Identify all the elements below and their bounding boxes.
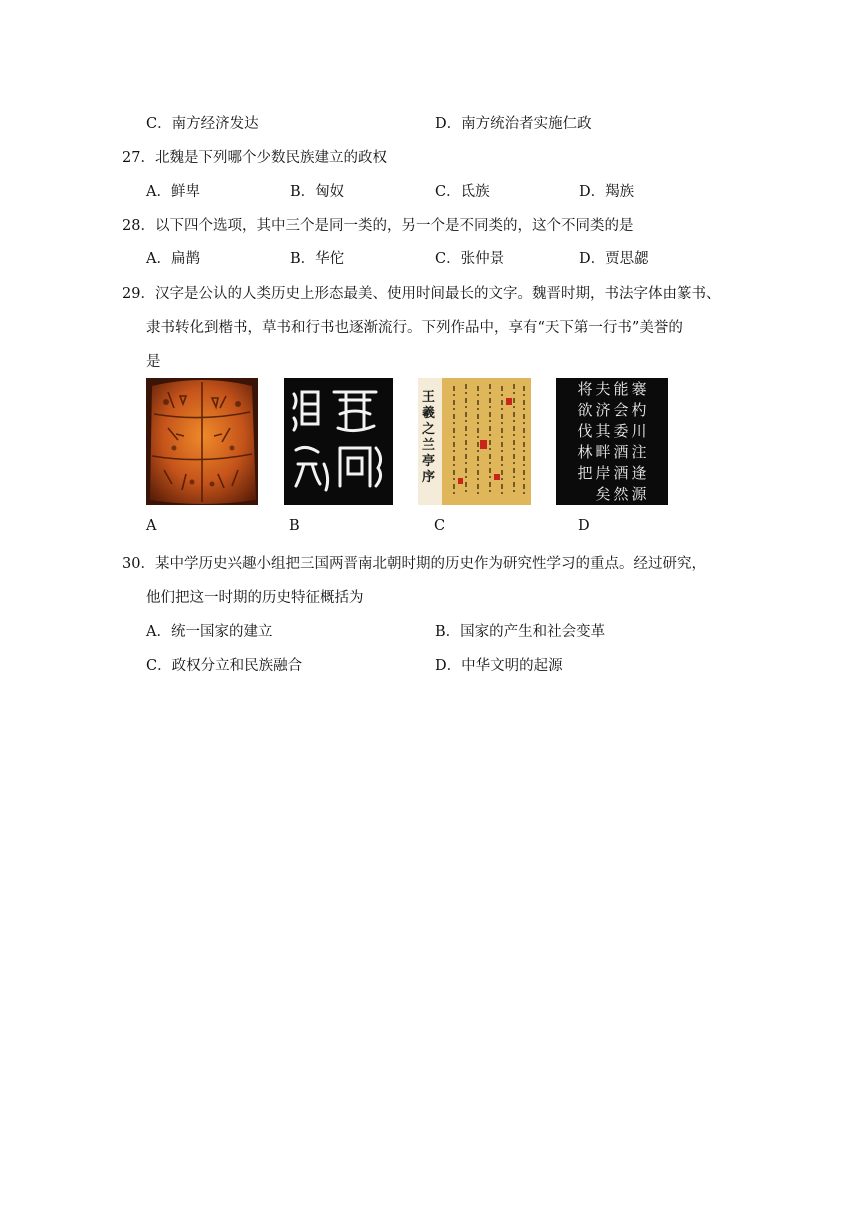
q28-stem: 28．以下四个选项，其中三个是同一类的，另一个是不同类的，这个不同类的是 [122, 218, 634, 234]
q26-option-c: C．南方经济发达 [146, 116, 259, 132]
rubbing-char: 酒 [613, 464, 629, 482]
image-label-d: D [578, 518, 590, 534]
rubbing-char: 褰 [631, 380, 647, 398]
rubbing-char: 杓 [631, 401, 647, 419]
rubbing-char: 矣 [595, 485, 611, 503]
rubbing-char: 委 [613, 422, 629, 440]
rubbing-char: 川 [631, 422, 647, 440]
rubbing-char: 其 [595, 422, 611, 440]
kaishu-rubbing-image [556, 378, 668, 505]
q28-option-c: C．张仲景 [435, 251, 505, 267]
q27-stem: 27．北魏是下列哪个少数民族建立的政权 [122, 150, 387, 166]
q30-stem-line-2: 他们把这一时期的历史特征概括为 [146, 590, 364, 606]
q30-option-c: C．政权分立和民族融合 [146, 658, 303, 674]
q26-option-d: D．南方统治者实施仁政 [435, 116, 592, 132]
rubbing-char: 伐 [577, 422, 593, 440]
rubbing-char: 源 [631, 485, 647, 503]
rubbing-char: 畔 [595, 443, 611, 461]
q27-option-b: B．匈奴 [290, 184, 345, 200]
rubbing-char: 把 [577, 464, 593, 482]
image-label-b: B [289, 518, 300, 534]
oracle-bone-image [146, 378, 258, 505]
q27-option-d: D．羯族 [579, 184, 635, 200]
rubbing-char: 欲 [577, 401, 593, 419]
rubbing-char: 注 [631, 443, 647, 461]
q30-option-d: D．中华文明的起源 [435, 658, 563, 674]
rubbing-char: 然 [613, 485, 629, 503]
q30-stem-line-1: 30．某中学历史兴趣小组把三国两晋南北朝时期的历史作为研究性学习的重点。经过研究， [122, 556, 706, 572]
q29-stem-line-2: 隶书转化到楷书，草书和行书也逐渐流行。下列作品中，享有“天下第一行书”美誉的 [146, 320, 683, 336]
q29-stem-line-1: 29．汉字是公认的人类历史上形态最美、使用时间最长的文字。魏晋时期，书法字体由篆书、 [122, 286, 721, 302]
lanting-xu-image [418, 378, 531, 505]
q28-option-d: D．贾思勰 [579, 251, 649, 267]
rubbing-char: 能 [613, 380, 629, 398]
q28-option-a: A．扁鹊 [146, 251, 200, 267]
q27-option-c: C．氐族 [435, 184, 490, 200]
q29-stem-line-3: 是 [146, 354, 161, 370]
rubbing-char: 济 [595, 401, 611, 419]
rubbing-char: 夫 [595, 380, 611, 398]
lanting-xu-caption: 王羲之兰亭序 [422, 390, 436, 485]
rubbing-char: 将 [577, 380, 593, 398]
rubbing-char: 会 [613, 401, 629, 419]
rubbing-char: 逢 [631, 464, 647, 482]
q27-option-a: A．鲜卑 [146, 184, 200, 200]
rubbing-char: 酒 [613, 443, 629, 461]
seal-script-image [284, 378, 393, 505]
q28-option-b: B．华佗 [290, 251, 345, 267]
q30-option-b: B．国家的产生和社会变革 [435, 624, 606, 640]
rubbing-char: 岸 [595, 464, 611, 482]
rubbing-char: 林 [577, 443, 593, 461]
image-label-a: A [146, 518, 157, 534]
q30-option-a: A．统一国家的建立 [146, 624, 273, 640]
image-label-c: C [434, 518, 446, 534]
